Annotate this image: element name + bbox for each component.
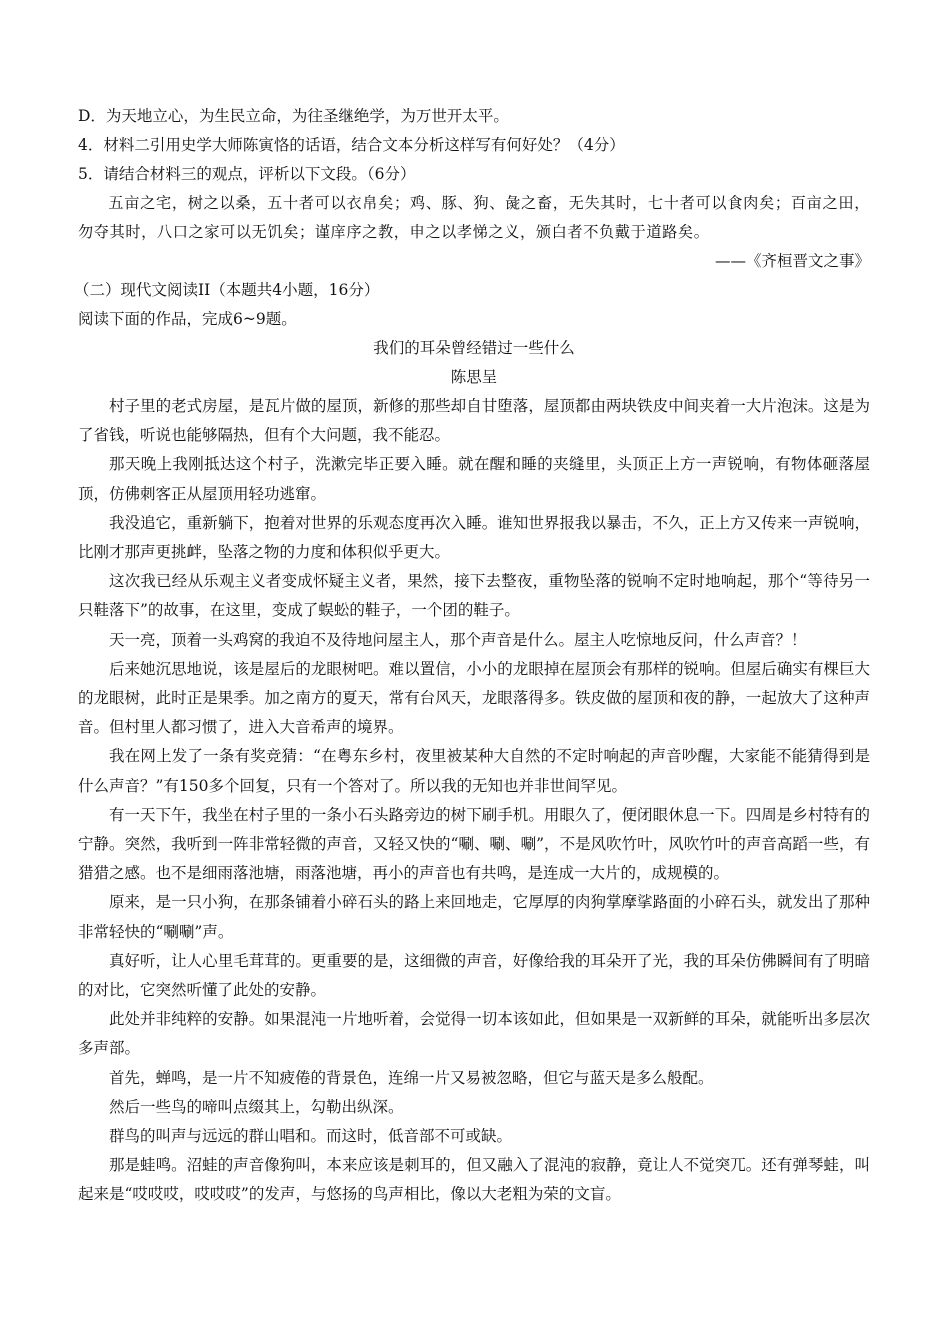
article-paragraph: 我没追它，重新躺下，抱着对世界的乐观态度再次入睡。谁知世界报我以暴击，不久，正上方又传来一声锐响，比刚才那声更挑衅，坠落之物的力度和体积似乎更大。 [78, 513, 870, 562]
article-paragraph: 后来她沉思地说，该是屋后的龙眼树吧。难以置信，小小的龙眼掉在屋顶会有那样的锐响。但屋后确实有棵巨大的龙眼树，此时正是果季。加之南方的夏天，常有台风天，龙眼落得多。铁皮做的屋顶和夜的静，一起放大了这种声音。但村里人都习惯了，进入大音希声的境界。 [78, 659, 870, 737]
question-5: 5．请结合材料三的观点，评析以下文段。（6分） [78, 165, 416, 183]
section-heading: （二）现代文阅读II（本题共4小题，16分） [74, 281, 380, 299]
exam-page [74, 102, 870, 1210]
article-author: 陈思呈 [450, 368, 498, 386]
question-5-quote: 五亩之宅，树之以桑，五十者可以衣帛矣；鸡、豚、狗、彘之畜，无失其时，七十者可以食肉矣；百亩之田，勿夺其时，八口之家可以无饥矣；谨庠序之教，申之以孝悌之义，颁白者不负戴于道路矣。 [78, 194, 870, 241]
article-paragraph: 天一亮，顶着一头鸡窝的我迫不及待地问屋主人，那个声音是什么。屋主人吃惊地反问，什么声音？！ [109, 630, 807, 649]
article-paragraph: 有一天下午，我坐在村子里的一条小石头路旁边的树下刷手机。用眼久了，便闭眼休息一下。四周是乡村特有的宁静。突然，我听到一阵非常轻微的声音，又轻又快的“唰、唰、唰”，不是风吹竹叶，风吹竹叶的声音高蹈一些，有猎猎之感。也不是细雨落池塘，雨落池塘，再小的声音也有共鸣，是连成一大片的，成规模的。 [78, 805, 870, 883]
article-paragraph: 原来，是一只小狗，在那条铺着小碎石头的路上来回地走，它厚厚的肉狗掌摩挲路面的小碎石头，就发出了那种非常轻快的“唰唰”声。 [78, 893, 870, 941]
article-paragraph: 此处并非纯粹的安静。如果混沌一片地听着，会觉得一切本该如此，但如果是一双新鲜的耳朵，就能听出多层次多声部。 [78, 1010, 870, 1058]
article-paragraph: 这次我已经从乐观主义者变成怀疑主义者，果然，接下去整夜，重物坠落的锐响不定时地响起，那个“等待另一只鞋落下”的故事，在这里，变成了蜈蚣的鞋子，一个团的鞋子。 [78, 572, 870, 620]
article-paragraph: 然后一些鸟的啼叫点缀其上，勾勒出纵深。 [109, 1097, 404, 1116]
article-paragraph: 那天晚上我刚抵达这个村子，洗漱完毕正要入睡。就在醒和睡的夹缝里，头顶正上方一声锐响，有物体砸落屋顶，仿佛刺客正从屋顶用轻功逃窜。 [78, 455, 870, 503]
article-body [78, 392, 870, 1210]
article-title: 我们的耳朵曾经错过一些什么 [373, 339, 575, 357]
question-5-source: ——《齐桓晋文之事》 [714, 252, 870, 270]
article-paragraph: 真好听，让人心里毛茸茸的。更重要的是，这细微的声音，好像给我的耳朵开了光，我的耳朵仿佛瞬间有了明暗的对比，它突然听懂了此处的安静。 [78, 951, 870, 1000]
article-paragraph: 首先，蝉鸣，是一片不知疲倦的背景色，连绵一片又易被忽略，但它与蓝天是多么般配。 [109, 1068, 714, 1087]
section-instruction: 阅读下面的作品，完成6~9题。 [78, 310, 297, 328]
article-paragraph: 我在网上发了一条有奖竞猜：“在粤东乡村，夜里被某种大自然的不定时响起的声音吵醒，大家能不能猜得到是什么声音？”有150多个回复，只有一个答对了。所以我的无知也并非世间罕见。 [78, 747, 870, 795]
question-4: 4．材料二引用史学大师陈寅恪的话语，结合文本分析这样写有何好处？（4分） [78, 136, 625, 154]
article-paragraph: 那是蛙鸣。沼蛙的声音像狗叫，本来应该是刺耳的，但又融入了混沌的寂静，竟让人不觉突兀。还有弹琴蛙，叫起来是“哎哎哎，哎哎哎”的发声，与悠扬的鸟声相比，像以大老粗为荣的文盲。 [78, 1156, 870, 1204]
article-paragraph: 群鸟的叫声与远远的群山唱和。而这时，低音部不可或缺。 [109, 1127, 513, 1146]
question-option-d: D．为天地立心，为生民立命，为往圣继绝学，为万世开太平。 [78, 107, 509, 125]
article-paragraph: 村子里的老式房屋，是瓦片做的屋顶，新修的那些却自甘堕落，屋顶都由两块铁皮中间夹着一大片泡沫。这是为了省钱，听说也能够隔热，但有个大问题，我不能忍。 [78, 397, 870, 445]
